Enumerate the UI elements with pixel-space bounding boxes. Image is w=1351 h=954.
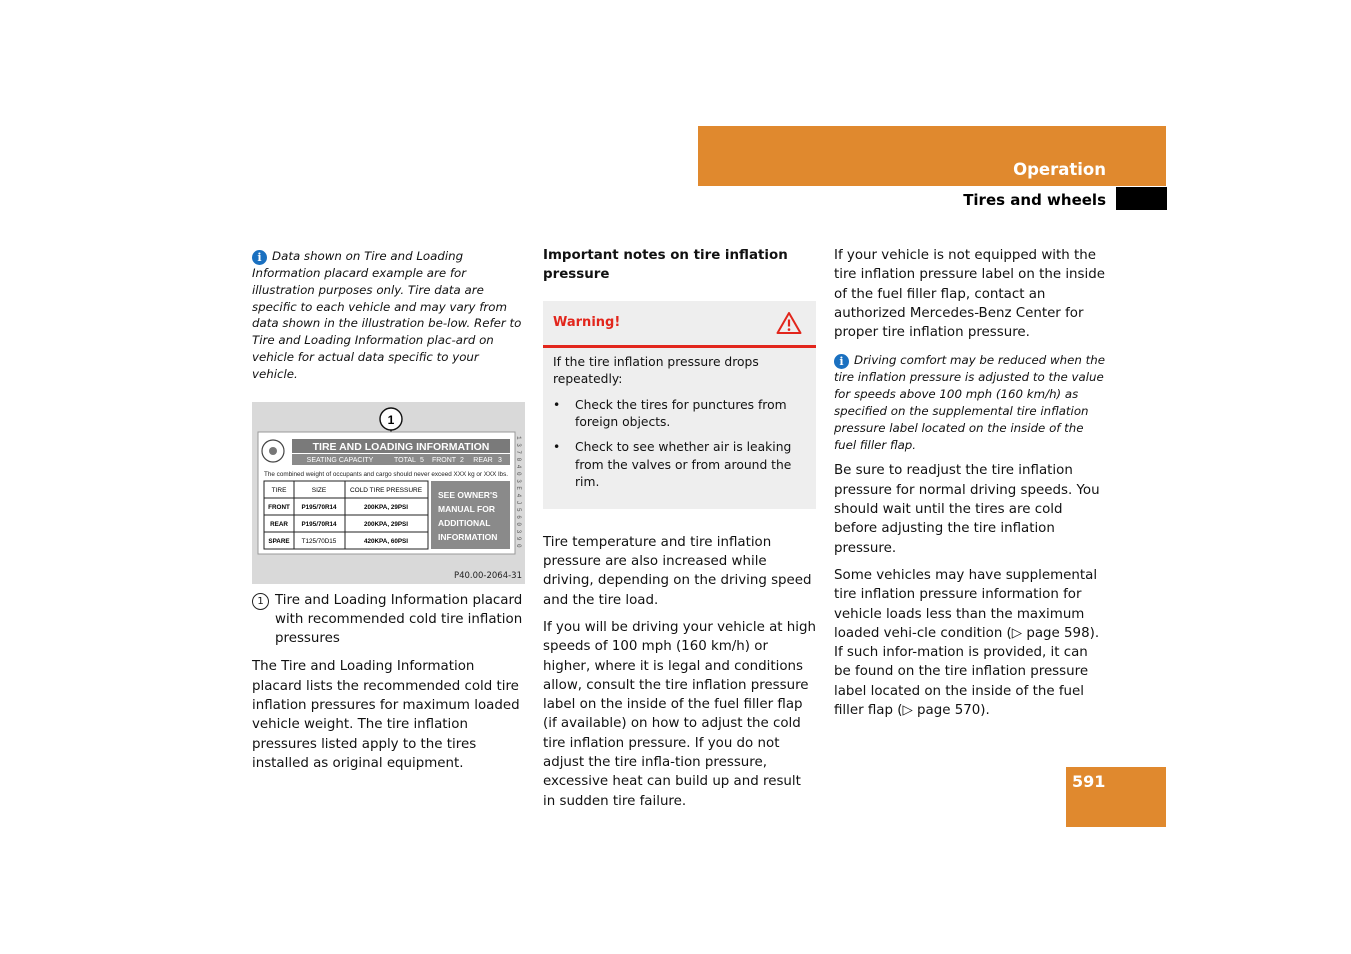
svg-text:REAR: REAR bbox=[270, 520, 288, 528]
svg-text:REAR: REAR bbox=[473, 456, 493, 464]
callout-number: 1 bbox=[387, 412, 395, 427]
supplemental-paragraph: Some vehicles may have supplemental tire inflation pressure information for vehicle loads less than the maximum loaded vehi-cle condition (▷ page 598). If such infor-mation is provided, it can be found on the tire inflation pressure label located on the inside of the fuel filler flap (▷ page 570). bbox=[834, 567, 1100, 719]
svg-text:SEE OWNER'S: SEE OWNER'S bbox=[438, 489, 498, 500]
svg-text:TIRE: TIRE bbox=[271, 486, 287, 494]
page-number: 591 bbox=[1072, 772, 1106, 791]
svg-text:SEATING CAPACITY: SEATING CAPACITY bbox=[306, 456, 374, 464]
column-left bbox=[252, 248, 525, 773]
svg-text:200KPA, 29PSI: 200KPA, 29PSI bbox=[364, 520, 408, 528]
warning-header bbox=[543, 301, 816, 348]
svg-text:2: 2 bbox=[460, 456, 464, 464]
info-note bbox=[252, 248, 525, 383]
figure-reference: P40.00-2064-31 bbox=[453, 570, 522, 581]
svg-text:1 3 7 0 4 0 3 E 4 J 5 6 0 3 9: 1 3 7 0 4 0 3 E 4 J 5 6 0 3 9 0 bbox=[515, 435, 522, 548]
svg-text:SIZE: SIZE bbox=[311, 486, 327, 494]
label-missing-paragraph: If your vehicle is not equipped with the tire inflation pressure label on the inside of the fuel filler flap, contact an authorized Mercedes-Benz Center for proper tire inflation pressure. bbox=[834, 248, 1105, 341]
callout-text: Tire and Loading Information placard with recommended cold tire inflation pressures bbox=[275, 592, 523, 647]
warning-box bbox=[543, 301, 816, 509]
placard-title: TIRE AND LOADING INFORMATION bbox=[312, 440, 490, 453]
svg-text:INFORMATION: INFORMATION bbox=[438, 531, 498, 542]
warning-triangle-icon bbox=[776, 311, 802, 339]
svg-text:P195/70R14: P195/70R14 bbox=[301, 503, 337, 511]
svg-text:TOTAL: TOTAL bbox=[394, 456, 416, 464]
callout-number-badge: 1 bbox=[252, 593, 269, 610]
svg-text:5: 5 bbox=[420, 456, 424, 464]
high-speed-paragraph: If you will be driving your vehicle at high speeds of 100 mph (160 km/h) or higher, where it is legal and conditions allow, consult the tire inflation pressure label on the inside of the fuel filler flap (if available) on how to adjust the cold tire inflation pressure. If you do not adjust the tire infla-tion pressure, excessive heat can build up and result in sudden tire failure. bbox=[543, 619, 816, 809]
svg-text:200KPA, 29PSI: 200KPA, 29PSI bbox=[364, 503, 408, 511]
svg-text:FRONT: FRONT bbox=[431, 456, 457, 464]
subsection-title: Tires and wheels bbox=[963, 191, 1106, 209]
comfort-note-text: Driving comfort may be reduced when the tire inflation pressure is adjusted to the value for speeds above 100 mph (160 km/h) as specified on the supplemental tire inflation pressure label located on the inside of the fuel filler flap. bbox=[834, 353, 1105, 452]
warning-bullet-text: Check to see whether air is leaking from the valves or from around the rim. bbox=[575, 439, 792, 490]
svg-text:ADDITIONAL: ADDITIONAL bbox=[438, 517, 491, 528]
svg-text:SPARE: SPARE bbox=[268, 537, 290, 545]
warning-bullet: • Check to see whether air is leaking from the valves or from around the rim. bbox=[553, 439, 806, 492]
svg-text:P195/70R14: P195/70R14 bbox=[301, 520, 337, 528]
info-icon: i bbox=[252, 250, 267, 265]
info-icon: i bbox=[834, 354, 849, 369]
warning-bullet: • Check the tires for punctures from foreign objects. bbox=[553, 397, 806, 432]
svg-text:3: 3 bbox=[498, 456, 502, 464]
warning-intro: If the tire inflation pressure drops repeatedly: bbox=[553, 354, 759, 387]
tire-placard-figure bbox=[252, 402, 525, 584]
svg-text:COLD TIRE PRESSURE: COLD TIRE PRESSURE bbox=[349, 486, 423, 494]
svg-text:The combined weight of occupan: The combined weight of occupants and cargo should never exceed XXX kg or XXX lbs. bbox=[264, 470, 509, 478]
placard-paragraph: The Tire and Loading Information placard lists the recommended cold tire inflation pressures for maximum loaded vehicle weight. The tire inflation pressures listed apply to the tires installed as original equipment. bbox=[252, 659, 520, 771]
warning-title: Warning! bbox=[553, 314, 621, 330]
svg-text:T125/70D15: T125/70D15 bbox=[301, 537, 337, 545]
figure-callout bbox=[252, 591, 525, 649]
section-heading: Important notes on tire inflation pressure bbox=[543, 248, 788, 283]
svg-text:MANUAL FOR: MANUAL FOR bbox=[438, 503, 495, 514]
warning-bullet-text: Check the tires for punctures from foreign objects. bbox=[575, 397, 787, 430]
column-middle bbox=[543, 246, 816, 811]
svg-text:FRONT: FRONT bbox=[268, 503, 290, 511]
temperature-paragraph: Tire temperature and tire inflation pressure are also increased while driving, depending on the driving speed and the tire load. bbox=[543, 534, 812, 608]
tire-placard-illustration bbox=[252, 402, 525, 584]
header-marker bbox=[1116, 187, 1167, 210]
info-note-text: Data shown on Tire and Loading Information placard example are for illustration purposes only. Tire data are specific to each vehicle and may vary from data shown in the illustration be-low. Refer to Tire and Loading Information plac-ard on vehicle for actual data specific to your vehicle. bbox=[252, 249, 522, 381]
column-right bbox=[834, 246, 1107, 720]
comfort-note bbox=[834, 352, 1107, 453]
svg-text:420KPA, 60PSI: 420KPA, 60PSI bbox=[364, 537, 408, 545]
readjust-paragraph: Be sure to readjust the tire inflation pressure for normal driving speeds. You should wait until the tires are cold before adjusting the tire inflation pressure. bbox=[834, 463, 1100, 556]
section-title: Operation bbox=[1013, 160, 1106, 179]
